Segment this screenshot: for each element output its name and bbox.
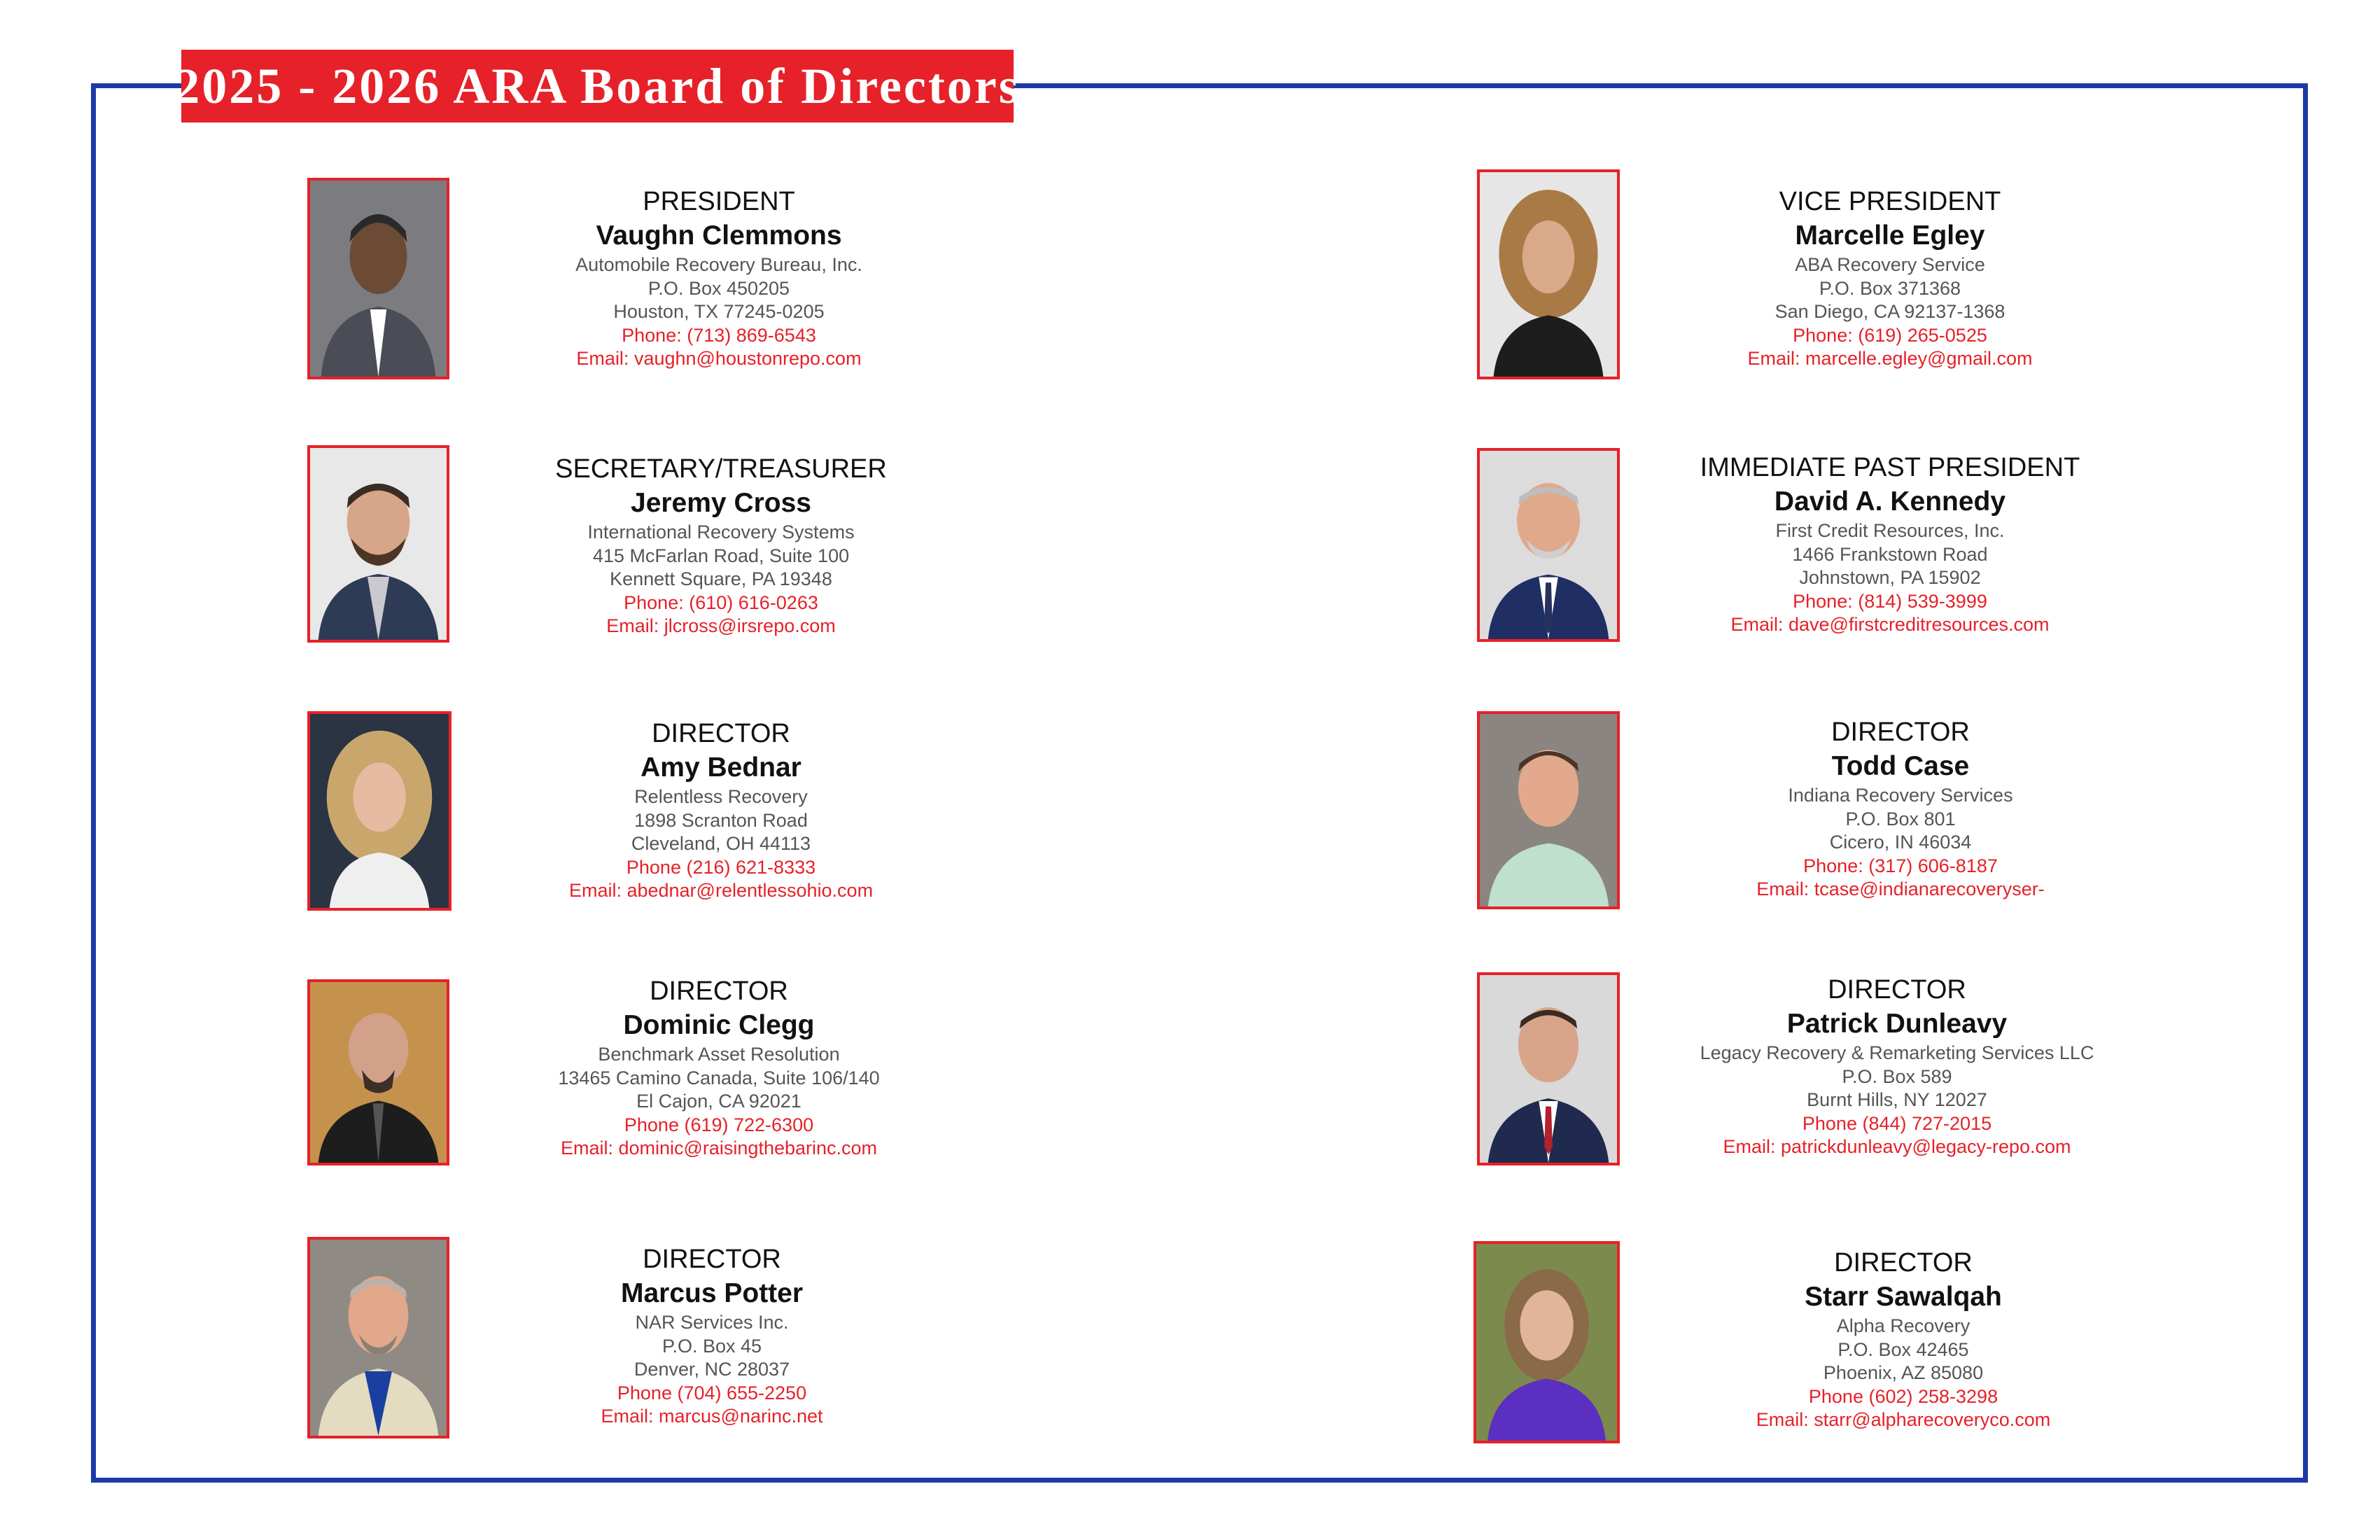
member-email[interactable]: Email: dominic@raisingthebarinc.com	[560, 1138, 878, 1158]
member-phone: Phone: (619) 265-0525	[1793, 324, 1987, 346]
member-address-line2: Johnstown, PA 15902	[1799, 567, 1981, 588]
member-photo-todd-case	[1477, 711, 1620, 909]
member-company: Relentless Recovery	[634, 786, 808, 807]
member-name: Amy Bednar	[640, 752, 802, 783]
member-email[interactable]: Email: starr@alpharecoveryco.com	[1756, 1409, 2051, 1430]
member-email[interactable]: Email: marcus@narinc.net	[601, 1406, 823, 1427]
member-phone: Phone: (713) 869-6543	[622, 324, 816, 346]
member-photo-starr-sawalqah	[1474, 1241, 1620, 1443]
member-role: IMMEDIATE PAST PRESIDENT	[1700, 453, 2080, 482]
member-email[interactable]: Email: patrickdunleavy@legacy-repo.com	[1723, 1136, 2071, 1157]
member-company: Alpha Recovery	[1836, 1315, 1970, 1336]
member-company: International Recovery Systems	[587, 522, 855, 542]
member-card-director-marcus-potter	[601, 1242, 822, 1429]
member-role: DIRECTOR	[1831, 718, 1970, 747]
member-role: DIRECTOR	[643, 1245, 781, 1274]
member-card-immediate-past-president	[1700, 451, 2080, 637]
member-name: Todd Case	[1831, 751, 1970, 781]
member-photo-patrick-dunleavy	[1477, 972, 1620, 1166]
member-role: PRESIDENT	[643, 187, 795, 216]
member-address-line2: Cicero, IN 46034	[1829, 832, 1972, 853]
member-address-line1: 13465 Camino Canada, Suite 106/140	[558, 1067, 880, 1088]
member-photo-amy-bednar	[307, 711, 451, 911]
member-name: Patrick Dunleavy	[1786, 1009, 2008, 1039]
member-company: Legacy Recovery & Remarketing Services LLC	[1700, 1042, 2094, 1063]
member-role: DIRECTOR	[650, 976, 788, 1006]
member-phone: Phone: (814) 539-3999	[1793, 590, 1987, 612]
member-phone: Phone: (610) 616-0263	[624, 592, 818, 613]
member-company: Benchmark Asset Resolution	[598, 1044, 840, 1065]
member-address-line1: P.O. Box 45	[662, 1335, 762, 1357]
member-role: SECRETARY/TREASURER	[555, 454, 887, 484]
member-card-director-amy-bednar	[569, 717, 873, 903]
member-card-president	[575, 185, 862, 371]
member-photo-vaughn-clemmons	[307, 178, 449, 379]
member-phone: Phone (619) 722-6300	[624, 1114, 814, 1135]
member-photo-marcelle-egley	[1477, 169, 1620, 379]
member-address-line2: Cleveland, OH 44113	[631, 833, 811, 854]
member-name: Marcelle Egley	[1795, 220, 1985, 251]
member-name: Jeremy Cross	[631, 488, 811, 518]
member-address-line2: Houston, TX 77245-0205	[613, 301, 825, 322]
member-company: NAR Services Inc.	[635, 1312, 789, 1333]
member-email[interactable]: Email: jlcross@irsrepo.com	[606, 615, 836, 636]
member-photo-jeremy-cross	[307, 445, 449, 643]
member-email[interactable]: Email: dave@firstcreditresources.com	[1730, 614, 2050, 635]
member-address-line2: Burnt Hills, NY 12027	[1807, 1089, 1987, 1110]
member-address-line1: P.O. Box 450205	[648, 277, 790, 299]
member-address-line1: P.O. Box 371368	[1819, 277, 1961, 299]
member-phone: Phone (216) 621-8333	[626, 856, 816, 878]
member-name: David A. Kennedy	[1774, 486, 2006, 517]
member-address-line1: 1466 Frankstown Road	[1792, 543, 1988, 565]
member-card-vice-president	[1747, 185, 2032, 371]
member-address-line1: 1898 Scranton Road	[634, 809, 808, 831]
member-photo-david-a-kennedy	[1477, 448, 1620, 642]
member-role: VICE PRESIDENT	[1779, 187, 2001, 216]
member-role: DIRECTOR	[652, 719, 790, 748]
member-address-line1: P.O. Box 801	[1845, 808, 1956, 830]
member-company: Indiana Recovery Services	[1788, 785, 2013, 806]
member-email[interactable]: Email: marcelle.egley@gmail.com	[1747, 348, 2033, 369]
member-phone: Phone: (317) 606-8187	[1803, 855, 1998, 876]
member-name: Starr Sawalqah	[1805, 1282, 2002, 1312]
member-name: Vaughn Clemmons	[596, 220, 842, 251]
member-name: Dominic Clegg	[623, 1010, 815, 1040]
member-photo-dominic-clegg	[307, 979, 449, 1166]
member-phone: Phone (704) 655-2250	[617, 1382, 807, 1404]
member-address-line2: Kennett Square, PA 19348	[610, 568, 832, 589]
member-address-line1: 415 McFarlan Road, Suite 100	[592, 545, 850, 566]
member-email[interactable]: Email: tcase@indianarecoveryser-	[1756, 878, 2045, 899]
member-card-director-starr-sawalqah	[1756, 1246, 2051, 1432]
member-address-line2: San Diego, CA 92137-1368	[1774, 301, 2005, 322]
member-card-director-patrick-dunleavy	[1700, 973, 2094, 1159]
member-phone: Phone (844) 727-2015	[1802, 1112, 1992, 1134]
member-card-director-dominic-clegg	[558, 974, 879, 1161]
member-address-line2: Denver, NC 28037	[634, 1359, 790, 1380]
member-address-line2: Phoenix, AZ 85080	[1823, 1362, 1984, 1383]
member-photo-marcus-potter	[307, 1237, 449, 1438]
member-email[interactable]: Email: vaughn@houstonrepo.com	[576, 348, 862, 369]
member-company: Automobile Recovery Bureau, Inc.	[575, 254, 862, 275]
member-company: ABA Recovery Service	[1795, 254, 1985, 275]
member-address-line1: P.O. Box 42465	[1837, 1338, 1969, 1360]
member-address-line2: El Cajon, CA 92021	[636, 1091, 802, 1112]
member-name: Marcus Potter	[620, 1278, 804, 1308]
member-card-director-todd-case	[1756, 715, 2045, 902]
member-address-line1: P.O. Box 589	[1842, 1065, 1952, 1087]
page-title: 2025 - 2026 ARA Board of Directors	[181, 50, 1014, 122]
member-role: DIRECTOR	[1834, 1248, 1973, 1278]
member-email[interactable]: Email: abednar@relentlessohio.com	[568, 880, 874, 901]
member-card-secretary-treasurer	[555, 452, 887, 638]
member-company: First Credit Resources, Inc.	[1775, 520, 2005, 541]
member-role: DIRECTOR	[1828, 975, 1966, 1004]
member-phone: Phone (602) 258-3298	[1808, 1385, 1998, 1407]
